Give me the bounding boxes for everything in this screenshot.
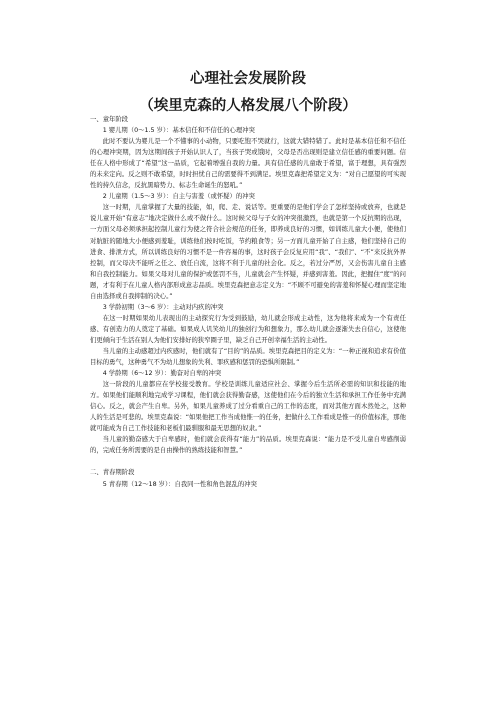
document-body: [90, 114, 406, 490]
stage-heading-school-age: 4 学龄期（6～12 岁）：勤奋对自卑的冲突: [102, 370, 222, 378]
stage-heading-early-childhood: 2 儿童期（1.5～3 岁）：自主与害羞（或怀疑）的冲突: [102, 193, 255, 201]
section-heading-adolescence: 二、青春期阶段: [90, 469, 135, 477]
paragraph-early-childhood: 这一时期，儿童掌握了大量的技能，如，爬、走、说话等。更重要的是他们学会了怎样坚持或放弃，也就是说儿童开始“有意志”地决定做什么或不做什么。这时候父母与子女的冲突很激烈，也就是第一个反抗期的出现，一方面父母必须承担起控制儿童行为使之符合社会规范的任务，即养成良好的习惯，如训练儿童大小便，使他们对肮脏的随地大小便感到羞耻，训练他们按时吃饭，节约粮食等；另一方面儿童开始了自主感，他们坚持自己的进食、排泄方式，所以训练良好的习惯不是一件容易的事，这时孩子会反复应用“我”、“我们”、“不”来反抗外界控制，而父母决不能听之任之、放任自流，这将不利于儿童的社会化。反之，若过分严厉，又会伤害儿童自主感和自我控制能力。如果父母对儿童的保护或惩罚不当，儿童就会产生怀疑，并感到害羞。因此，把握住“度”的问题，才有利于在儿童人格内部形成意志品质。埃里克森把意志定义为：“不顾不可避免的害羞和怀疑心理而坚定地自由选择或自我抑制的决心。”: [90, 204, 406, 300]
stage-heading-adolescence: 5 青春期（12～18 岁）：自我同一性和角色混乱的冲突: [102, 480, 257, 488]
section-heading-childhood: 一、童年阶段: [90, 116, 129, 123]
document-title: 心理社会发展阶段: [190, 71, 306, 87]
stage-heading-preschool: 3 学龄初期（3～6 岁）：主动对内疚的冲突: [102, 303, 224, 311]
document-subtitle: （埃里克森的人格发展八个阶段）: [139, 98, 357, 114]
paragraph-school-age-1: 这一阶段的儿童都应在学校接受教育。学校是训练儿童适应社会、掌握今后生活所必需的知识和技能的地方。如果他们能顺利地完成学习课程，他们就会获得勤奋感，这使他们在今后的独立生活和承担工作任务中充满信心。反之，就会产生自卑。另外，如果儿童养成了过分看重自己的工作的态度，而对其他方面木然处之，这种人的生活是可悲的。埃里克森说：“如果他把工作当成他惟一的任务，把做什么工作看成是惟一的价值标准，那他就可能成为自己工作技能和老板们最驯服和最无思想的奴隶。”: [90, 381, 406, 433]
stage-heading-infancy: 1 婴儿期（0～1.5 岁）：基本信任和不信任的心理冲突: [102, 127, 255, 135]
paragraph-infancy: 此时不要认为婴儿是一个不懂事的小动物，只要吃饱不哭就行，这就大错特错了。此时是基本信任和不信任的心理冲突期，因为这期间孩子开始认识人了，当孩子哭或饿时，父母是否出现则是建立信任感的重要问题。信任在人格中形成了“希望”这一品质，它起着增强自我的力量。具有信任感的儿童敢于希望，富于理想，具有强烈的未来定向。反之则不敢希望，时时担忧自己的需要得不到满足。埃里克森把希望定义为：“对自己愿望的可实现性的持久信念，反抗黑暗势力、标志生命诞生的怒吼。”: [90, 138, 406, 190]
paragraph-preschool-1: 在这一时期如果幼儿表现出的主动探究行为受到鼓励，幼儿就会形成主动性，这为他将来成为一个有责任感、有创造力的人奠定了基础。如果成人讥笑幼儿的独创行为和想象力，那么幼儿就会逐渐失去自信心，这使他们更倾向于生活在别人为他们安排好的狭窄圈子里，缺乏自己开创幸福生活的主动性。: [90, 314, 406, 344]
paragraph-school-age-2: 当儿童的勤奋感大于自卑感时，他们就会获得有“能力”的品质。埃里克森说：“能力是不受儿童自卑感削弱的，完成任务所需要的是自由操作的熟练技能和智慧。”: [90, 436, 406, 455]
paragraph-preschool-2: 当儿童的主动感超过内疚感时，他们就有了“目的”的品质。埃里克森把目的定义为：“一种正视和追求有价值目标的勇气，这种勇气不为幼儿想象的失利、罪疚感和惩罚的恐惧所限制。”: [90, 347, 406, 367]
